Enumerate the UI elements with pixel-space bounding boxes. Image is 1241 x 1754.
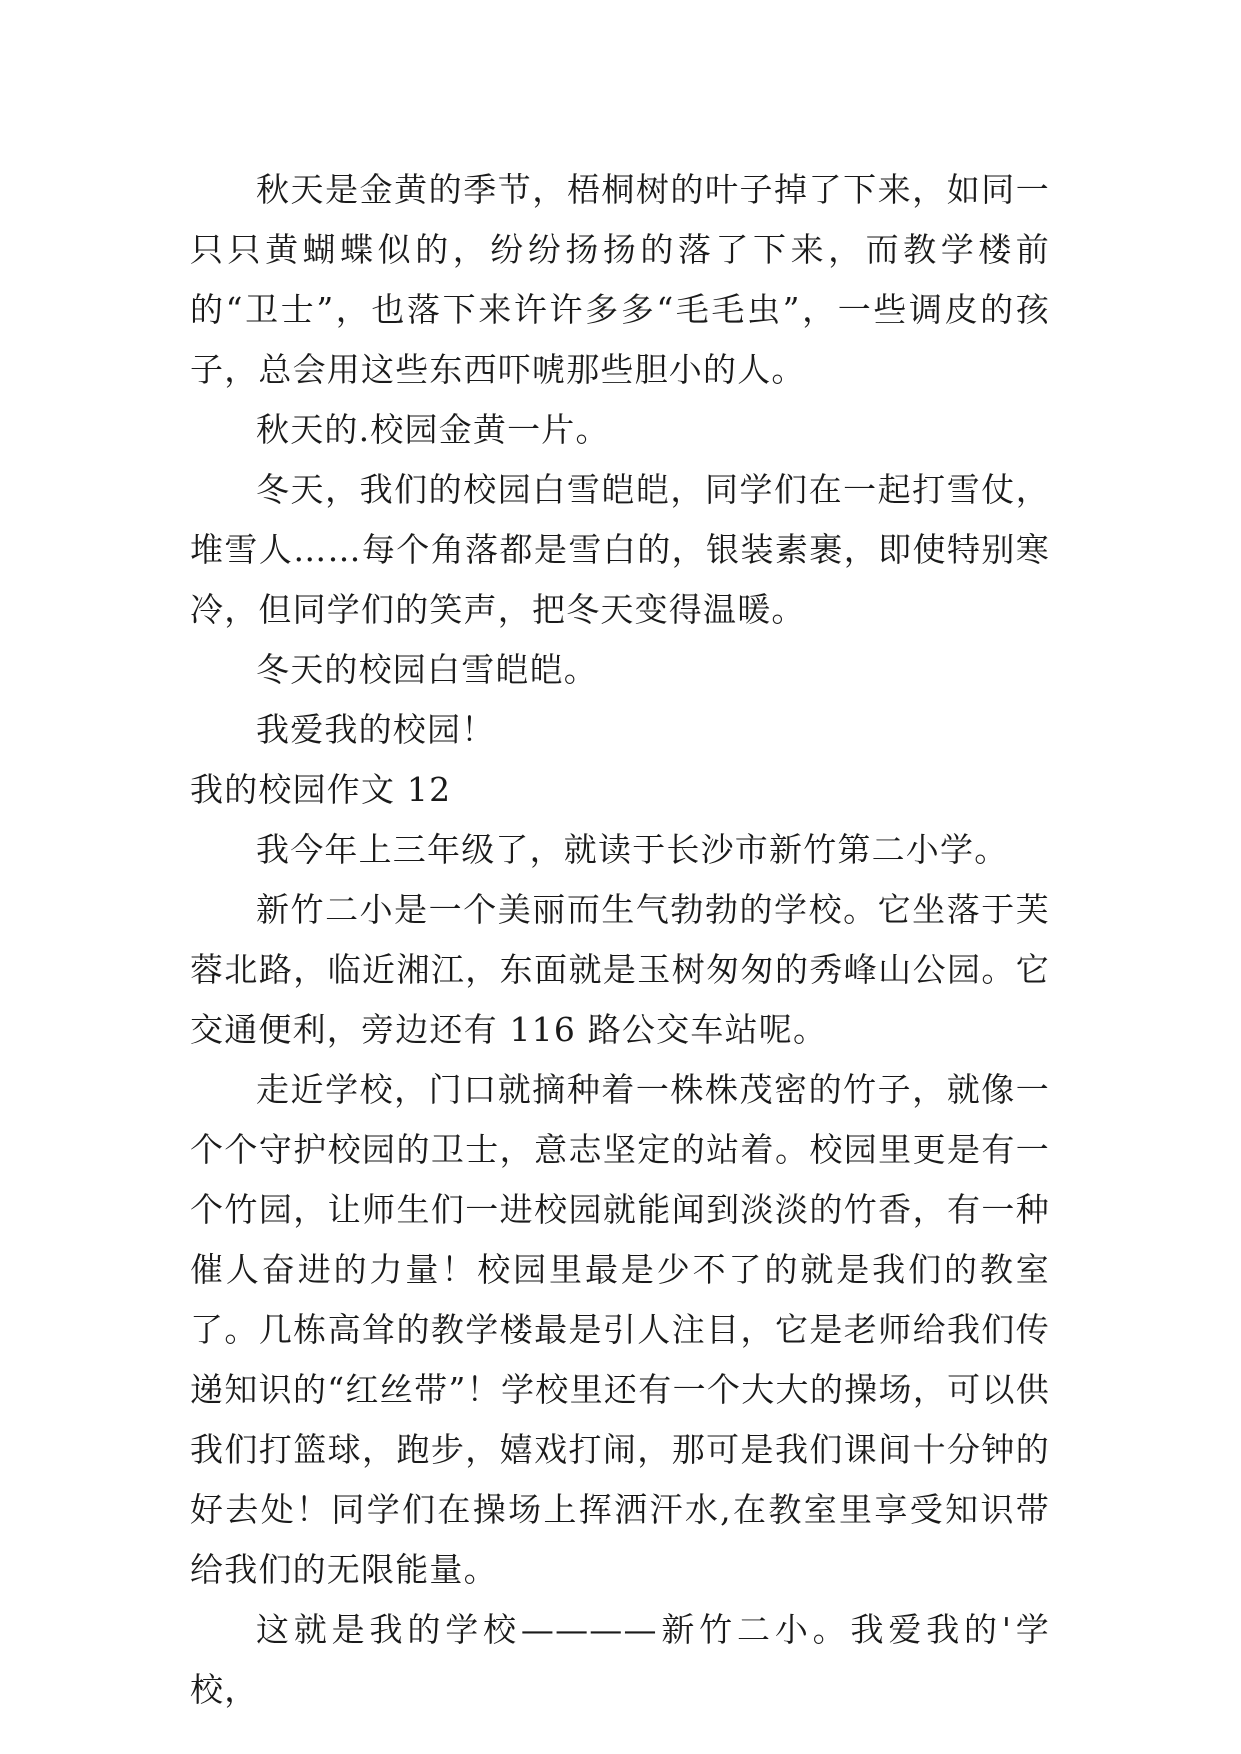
paragraph-winter: 冬天，我们的校园白雪皑皑，同学们在一起打雪仗，堆雪人……每个角落都是雪白的，银装素裹，即使特别寒冷，但同学们的笑声，把冬天变得温暖。 [190, 470, 1050, 629]
paragraph-autumn-summary: 秋天的.校园金黄一片。 [256, 410, 610, 449]
section-title: 我的校园作文 12 [190, 770, 452, 809]
paragraph-winter-summary: 冬天的校园白雪皑皑。 [256, 650, 598, 689]
paragraph-closing: 这就是我的学校————新竹二小。我爱我的'学校， [190, 1610, 1050, 1709]
paragraph-autumn: 秋天是金黄的季节，梧桐树的叶子掉了下来，如同一只只黄蝴蝶似的，纷纷扬扬的落了下来，而教学楼前的“卫士”，也落下来许许多多“毛毛虫”，一些调皮的孩子，总会用这些东西吓唬那些胆小的人。 [190, 170, 1050, 389]
paragraph-campus-description: 走近学校，门口就摘种着一株株茂密的竹子，就像一个个守护校园的卫士，意志坚定的站着。校园里更是有一个竹园，让师生们一进校园就能闻到淡淡的竹香，有一种催人奋进的力量！校园里最是少不了的就是我们的教室了。几栋高耸的教学楼最是引人注目，它是老师给我们传递知识的“红丝带”！学校里还有一个大大的操场，可以供我们打篮球，跑步，嬉戏打闹，那可是我们课间十分钟的好去处！同学们在操场上挥洒汗水,在教室里享受知识带给我们的无限能量。 [190, 1070, 1050, 1589]
paragraph-intro: 我今年上三年级了，就读于长沙市新竹第二小学。 [256, 830, 1009, 869]
paragraph-love-campus: 我爱我的校园！ [256, 710, 496, 749]
document-body [190, 160, 1050, 1720]
paragraph-location: 新竹二小是一个美丽而生气勃勃的学校。它坐落于芙蓉北路，临近湘江，东面就是玉树匆匆的秀峰山公园。它交通便利，旁边还有 116 路公交车站呢。 [190, 890, 1050, 1049]
